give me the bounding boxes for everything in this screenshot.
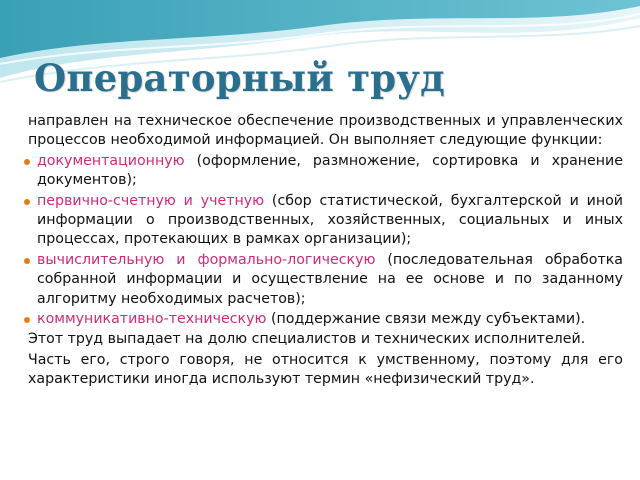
bullet-desc: (поддержание связи между субъектами). xyxy=(266,311,586,328)
bullet-item xyxy=(28,152,623,191)
bullet-dot-icon xyxy=(24,258,30,264)
bullet-term: документационную xyxy=(37,152,185,169)
bullet-dot-icon xyxy=(24,159,30,165)
intro-paragraph: направлен на техническое обеспечение производственных и управленческих процессов необходимой информацией. Он выполняет следующие функции: xyxy=(28,113,623,149)
slide-title: Операторный труд xyxy=(34,56,446,100)
bullet-desc: (сбор статистической, бухгалтерской и иной информации о производственных, хозяйственных, социальных и иных процессах, протекающих в рамках организации); xyxy=(37,192,624,248)
bullet-item xyxy=(28,192,623,250)
closing-paragraph-1: Этот труд выпадает на долю специалистов и технических исполнителей. xyxy=(28,331,586,348)
bullet-desc: (последовательная обработка собранной информации и осуществление на ее основе и по заданному алгоритму необходимых расчетов); xyxy=(37,251,624,307)
bullet-term: коммуникативно-техническую xyxy=(37,311,267,328)
bullet-term: вычислительную и формально-логическую xyxy=(37,251,376,268)
bullet-dot-icon xyxy=(24,199,30,205)
closing-paragraph-2: Часть его, строго говоря, не относится к умственному, поэтому для его характеристики иногда используют термин «нефизический труд». xyxy=(28,351,623,388)
bullet-item xyxy=(28,310,623,329)
slide-content xyxy=(28,112,623,391)
bullet-dot-icon xyxy=(24,317,30,323)
bullet-item xyxy=(28,251,623,309)
bullet-term: первично-счетную и учетную xyxy=(37,192,265,209)
bullet-desc: (оформление, размножение, сортировка и хранение документов); xyxy=(37,152,623,189)
